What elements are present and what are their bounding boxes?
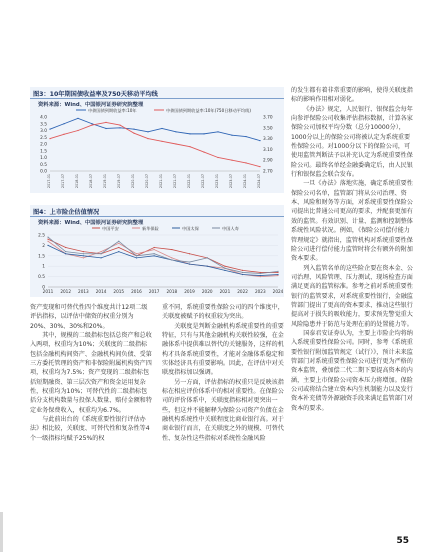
data-point-3: [154, 253, 155, 254]
y-left-tick-label: 1.0: [40, 156, 47, 161]
data-point-0: [231, 135, 232, 136]
data-point-3: [118, 241, 119, 242]
data-point-2: [154, 255, 155, 256]
data-point-0: [224, 266, 225, 267]
x-tick-label: 2019-07: [117, 174, 121, 189]
y-right-tick-label: 3.70: [263, 115, 273, 121]
data-point-0: [245, 136, 246, 137]
data-point-3: [207, 257, 208, 258]
paragraph: 关联度是判断金融机构系统重要性的重要特征，只有与其他金融机构关联性较强，在金融体系中提供难以替代的关键服务，这样的机构才具备系统重要性，才能对金融体系稳定和实体经济具有重要影响。因此，在评估中对关联度指标加以强调。: [162, 322, 284, 377]
x-tick-label: 2018-01: [75, 174, 79, 189]
paragraph: 的发生都有着非常重要的影响，使得关联度指标的影响作用相对弱化。: [291, 87, 413, 104]
data-point-2: [207, 266, 208, 267]
page-edge-decoration: [0, 512, 3, 552]
data-point-1: [161, 141, 162, 142]
data-point-2: [47, 245, 48, 246]
x-tick-label: 2018-07: [89, 174, 93, 189]
data-point-1: [49, 138, 50, 139]
data-point-1: [133, 133, 134, 134]
y-left-tick-label: 3.5: [40, 122, 47, 128]
data-point-1: [118, 243, 119, 244]
paragraph: 《办法》规定，人民银行、银保监会每年向参评保险公司收集评估指标数据，计算各家保险公司加权平均分数（总分10000分），1000分以上的保险公司将被认定为系统重要性保险公司。对1000分以下的保险公司，可使用监管判断法予以补充认定为系统重要性保险公司。最终名单经金融委确定后，由人民银行和银保监会联合发布。: [291, 105, 413, 179]
y-tick-label: 1.5: [38, 254, 45, 260]
data-point-0: [133, 129, 134, 130]
y-left-tick-label: 4.0: [40, 115, 47, 121]
data-point-2: [118, 251, 119, 252]
data-point-2: [136, 257, 137, 258]
data-point-3: [47, 236, 48, 237]
x-tick-label: 2014: [95, 289, 107, 294]
figure-4-rule: [30, 216, 284, 217]
series-line-2: [48, 245, 278, 275]
y-tick-label: 0: [42, 285, 45, 291]
figure-3: [30, 87, 284, 193]
data-point-0: [63, 123, 64, 124]
y-right-tick-label: 2.70: [263, 169, 273, 175]
data-point-0: [118, 247, 119, 248]
paragraph: 其中，规模的二级指标包括总资产和总收入两项，权重均为10%；关联度的二级指标包括金融机构间资产、金融机构间负债、受第三方委托管理的资产和非保险附属机构资产四项，权重均为7.5%；资产变现的二级指标包括短期融资、第三层次资产和资金运用复杂性，权重均为10%；可替代性的二级指标包括分支机构数量与投保人数量、赔付金额和特定业务保费收入，权重均为6.7%。: [30, 332, 152, 414]
data-point-1: [259, 166, 260, 167]
data-point-1: [260, 276, 261, 277]
y-tick-label: 1: [42, 264, 45, 270]
data-point-0: [91, 123, 92, 124]
x-tick-label: 2024-07: [257, 174, 261, 189]
data-point-0: [147, 131, 148, 132]
data-point-1: [277, 275, 278, 276]
data-point-1: [105, 122, 106, 123]
data-point-0: [203, 133, 204, 134]
series-line-1: [48, 241, 278, 276]
x-tick-label: 2020-01: [131, 174, 135, 189]
x-tick-label: 2016: [131, 289, 142, 294]
data-point-0: [259, 140, 260, 141]
data-point-3: [224, 268, 225, 269]
figure-4: [30, 205, 284, 297]
y-right-tick-label: 3.10: [263, 147, 273, 153]
x-tick-label: 2024-01: [243, 174, 247, 189]
data-point-2: [65, 253, 66, 254]
x-tick-label: 2023: [254, 289, 266, 294]
legend-label-ma750: 中债国债到期收益率:10年(750日移动平均线): [166, 108, 252, 113]
x-tick-label: 2021-07: [173, 174, 177, 189]
insurer-valuation-chart: [30, 225, 284, 297]
data-point-2: [277, 274, 278, 275]
paragraph: 与此前出台的《系统重要性银行评估办法》相比较，关联度、可替代性和复杂性等4个一级指标均赋予25%的权: [30, 416, 150, 442]
paragraph: 资产变现和可替代性四个维度共计12项二级评估指标，以评估中储资的权重分别为20%、30%、30%和20%。: [30, 304, 148, 330]
data-point-0: [119, 127, 120, 128]
figure-4-title: 图4：上市险企估值情况: [33, 209, 100, 216]
x-tick-label: 2017: [148, 289, 160, 294]
data-point-3: [189, 261, 190, 262]
data-point-2: [100, 257, 101, 258]
x-tick-label: 2019-01: [103, 174, 107, 189]
data-point-0: [277, 272, 278, 273]
paragraph: 列入监管名单的这些险企要在资本金、公司治理、风险管理、压力测试、现场检查方面满足更高的监管标准。参考之前对系统重要性银行的监管要求，对系统重要性银行，金融监管部门提出了更高的资本要求、推动这些银行提高对于损失的吸收能力，要求预先警觉重大风险隐患并于防范与处理在前的处置能力等。: [291, 264, 413, 328]
data-point-2: [83, 255, 84, 256]
x-tick-label: 2017-01: [47, 174, 51, 189]
data-point-1: [47, 241, 48, 242]
y-right-tick-label: 3.50: [263, 126, 273, 132]
x-tick-label: 2017-07: [61, 174, 65, 189]
legend-label-0: 中国平安: [102, 226, 119, 231]
data-point-1: [171, 257, 172, 258]
data-point-1: [189, 146, 190, 147]
data-point-2: [242, 274, 243, 275]
x-tick-label: 2022: [237, 289, 248, 294]
data-point-1: [100, 251, 101, 252]
data-point-3: [242, 272, 243, 273]
data-point-1: [147, 138, 148, 139]
data-point-0: [242, 270, 243, 271]
figure-3-source: 资料来源：Wind、中国银河证券研究院整理: [38, 102, 144, 108]
bond-yield-chart: [30, 107, 284, 193]
paragraph: 一旦《办法》落地实施，确定系统重要性保险公司名单，监管部门将从公司治理、资本、风险和财务等方面，对系统重要性保险公司提出比普通公司更高的要求，并配套更加有效的监管。有效识别、计量、监测和控制整体系统性风险状况。例如，《保险公司偿付能力管理规定》就指出，监管机构对系统重要性保险公司进行偿付能力监管时将会有额外的附加资本要求。: [291, 180, 413, 263]
data-point-3: [136, 255, 137, 256]
data-point-3: [100, 253, 101, 254]
legend-label-2: 中国太保: [182, 226, 199, 231]
data-point-1: [63, 134, 64, 135]
data-point-1: [245, 162, 246, 163]
x-tick-label: 2024: [272, 289, 284, 294]
data-point-0: [83, 251, 84, 252]
data-point-3: [65, 251, 66, 252]
left-text-column: [30, 303, 152, 443]
data-point-2: [260, 275, 261, 276]
figure-3-rule: [30, 98, 284, 99]
data-point-2: [224, 270, 225, 271]
legend-label-1: 新华保险: [142, 226, 159, 231]
data-point-0: [260, 272, 261, 273]
x-tick-label: 2015: [113, 289, 125, 294]
data-point-2: [189, 264, 190, 265]
y-left-tick-label: 0.0: [40, 169, 47, 175]
data-point-0: [105, 128, 106, 129]
data-point-0: [189, 253, 190, 254]
data-point-1: [83, 257, 84, 258]
data-point-0: [217, 131, 218, 132]
data-point-0: [47, 239, 48, 240]
figure-4-source: 资料来源：Wind、中国银河证券研究院整理: [38, 220, 144, 226]
x-tick-label: 2011: [42, 289, 54, 294]
x-tick-label: 2020: [201, 289, 213, 294]
x-tick-label: 2018: [166, 289, 178, 294]
y-tick-label: 2.5: [38, 233, 45, 239]
data-point-3: [277, 271, 278, 272]
x-tick-label: 2021-01: [159, 174, 163, 189]
data-point-1: [203, 152, 204, 153]
data-point-0: [175, 131, 176, 132]
paragraph: 国泰君安证券认为，主要上市险企均将纳入系统重要性保险公司。同时，参考《系统重要性银行附加监管规定（试行）》，预计未来监管部门对系统重要性保险公司进行更为严格的资本监管，叠加偿二代二期下要提高资本的内涵，主要上市保险公司资本压力将增加。保险公司或将结合建立资本内生机制能力以及发行资本补充债等外源融资手段来满足监管部门对资本的要求。: [291, 329, 413, 412]
data-point-0: [77, 118, 78, 119]
middle-text-column: [162, 303, 284, 443]
data-point-3: [260, 273, 261, 274]
series-line-3: [48, 237, 278, 273]
data-point-0: [189, 133, 190, 134]
y-left-tick-label: 2.5: [40, 135, 47, 141]
right-text-column: [291, 86, 413, 413]
data-point-0: [154, 247, 155, 248]
series-line-1: [50, 122, 260, 166]
x-tick-label: 2013: [78, 289, 89, 294]
x-tick-label: 2023-01: [215, 174, 219, 189]
data-point-3: [171, 259, 172, 260]
x-tick-label: 2022-01: [187, 174, 191, 189]
data-point-0: [161, 128, 162, 129]
data-point-1: [231, 160, 232, 161]
data-point-1: [136, 253, 137, 254]
legend-label-yield: 中债国债到期收益率:10年: [88, 108, 137, 113]
x-tick-label: 2021: [219, 289, 231, 294]
y-left-tick-label: 0.5: [40, 162, 47, 168]
data-point-1: [175, 143, 176, 144]
page-number: 55: [396, 536, 409, 546]
y-left-tick-label: 2.0: [40, 142, 47, 148]
data-point-1: [91, 125, 92, 126]
data-point-1: [217, 157, 218, 158]
x-tick-label: 2023-07: [229, 174, 233, 189]
paragraph: 重不同，系统重要性保险公司的四个维度中，关联度被赋予的权重较为突出。: [162, 304, 284, 321]
legend-label-3: 中国人寿: [222, 226, 239, 231]
figure-3-title: 图3：10年期国债收益率及750天移动平均线: [33, 91, 158, 98]
x-tick-label: 2019: [184, 289, 195, 294]
y-tick-label: 0.5: [38, 275, 45, 281]
y-right-tick-label: 2.90: [263, 158, 273, 164]
data-point-0: [171, 249, 172, 250]
data-point-0: [65, 247, 66, 248]
data-point-0: [49, 129, 50, 130]
data-point-1: [119, 125, 120, 126]
data-point-1: [154, 249, 155, 250]
x-tick-label: 2012: [60, 289, 72, 294]
paragraph: 另一方面，评估指标的权重只是反映该指标在相应评价体系中的相对重要性。在保险公司的评价体系中，关联度指标相对更突出一些，但这并不能解释为保险公司资产负债在金融机构系统性中关联程度比商业银行高。对于商业银行而言，在关联度之外的规模、可替代性、复杂性这些指标对系统性金融风险: [162, 378, 284, 442]
data-point-1: [77, 130, 78, 131]
x-tick-label: 2020-07: [145, 174, 149, 189]
x-tick-label: 2022-07: [201, 174, 205, 189]
y-left-tick-label: 3.0: [40, 129, 47, 134]
y-left-tick-label: 1.5: [40, 149, 47, 155]
y-tick-label: 2: [42, 243, 45, 249]
y-right-tick-label: 3.30: [263, 137, 273, 143]
data-point-3: [83, 253, 84, 254]
